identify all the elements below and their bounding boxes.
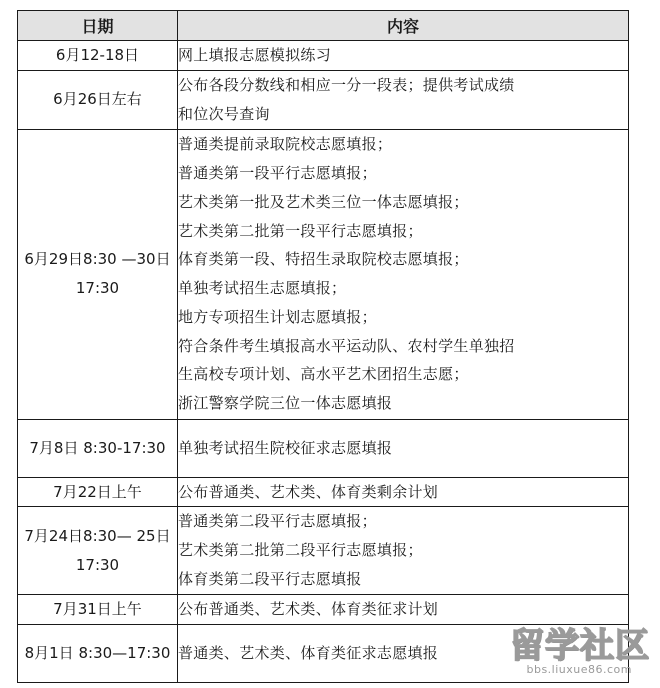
content-line: 浙江警察学院三位一体志愿填报 [178, 394, 393, 413]
date-cell [18, 419, 178, 477]
content-cell [178, 71, 629, 130]
date-line: 25日17:30 [75, 526, 171, 574]
watermark [495, 612, 660, 688]
date-line: 7月24日8:30— [24, 526, 132, 545]
date-cell [18, 477, 178, 507]
header-content: 内容 [178, 11, 629, 41]
date-line: 6月29日8:30 [24, 250, 117, 269]
date-line: 6月12-18日 [55, 46, 140, 65]
watermark-url: bbs.liuxue86.com [526, 663, 632, 676]
table-row [18, 71, 629, 130]
date-line: 6月26日左右 [53, 90, 142, 109]
content-line: 网上填报志愿模拟练习 [178, 46, 332, 65]
schedule-table [17, 10, 629, 683]
content-line: 单独考试招生院校征求志愿填报 [178, 438, 393, 457]
content-line: 公布普通类、艺术类、体育类剩余计划 [178, 482, 439, 501]
watermark-logo: 留学社区 [510, 626, 650, 666]
content-cell [178, 129, 629, 419]
header-date: 日期 [18, 11, 178, 41]
date-line: 8月1日 [24, 643, 74, 662]
table-row [18, 419, 629, 477]
date-cell [18, 71, 178, 130]
date-cell [18, 507, 178, 594]
content-line: 艺术类第一批及艺术类三位一体志愿填报； [178, 192, 469, 211]
content-line: 和位次号查询 [178, 104, 270, 123]
content-line: 生高校专项计划、高水平艺术团招生志愿； [178, 365, 469, 384]
content-line: 普通类第一段平行志愿填报； [178, 163, 377, 182]
content-line: 符合条件考生填报高水平运动队、农村学生单独招 [178, 336, 515, 355]
table-header-row [18, 11, 629, 41]
date-cell [18, 624, 178, 682]
content-line: 公布各段分数线和相应一分一段表；提供考试成绩 [178, 76, 515, 94]
content-line: 普通类第二段平行志愿填报； [178, 512, 377, 531]
content-line: 地方专项招生计划志愿填报； [178, 307, 377, 326]
content-line: 普通类提前录取院校志愿填报； [178, 135, 393, 154]
content-cell [178, 41, 629, 71]
content-line: 体育类第一段、特招生录取院校志愿填报； [178, 250, 469, 269]
date-line: 7月8日 [29, 438, 79, 457]
content-line: 公布普通类、艺术类、体育类征求计划 [178, 599, 439, 618]
date-cell [18, 129, 178, 419]
table-row [18, 129, 629, 419]
date-cell [18, 594, 178, 624]
date-line: 7月22日上午 [53, 482, 142, 501]
table-row [18, 477, 629, 507]
date-line: 8:30-17:30 [83, 438, 166, 457]
table-row [18, 507, 629, 594]
content-line: 艺术类第二批第一段平行志愿填报； [178, 221, 423, 240]
date-line: 7月31日上午 [53, 599, 142, 618]
content-cell [178, 477, 629, 507]
content-cell [178, 507, 629, 594]
date-line: —30日17:30 [75, 250, 171, 298]
date-line: 8:30—17:30 [78, 643, 171, 662]
table-row [18, 41, 629, 71]
date-cell [18, 41, 178, 71]
content-line: 体育类第二段平行志愿填报 [178, 569, 362, 588]
content-line: 普通类、艺术类、体育类征求志愿填报 [178, 643, 439, 662]
content-cell [178, 419, 629, 477]
content-line: 艺术类第二批第二段平行志愿填报； [178, 541, 423, 560]
content-line: 单独考试招生志愿填报； [178, 279, 347, 298]
